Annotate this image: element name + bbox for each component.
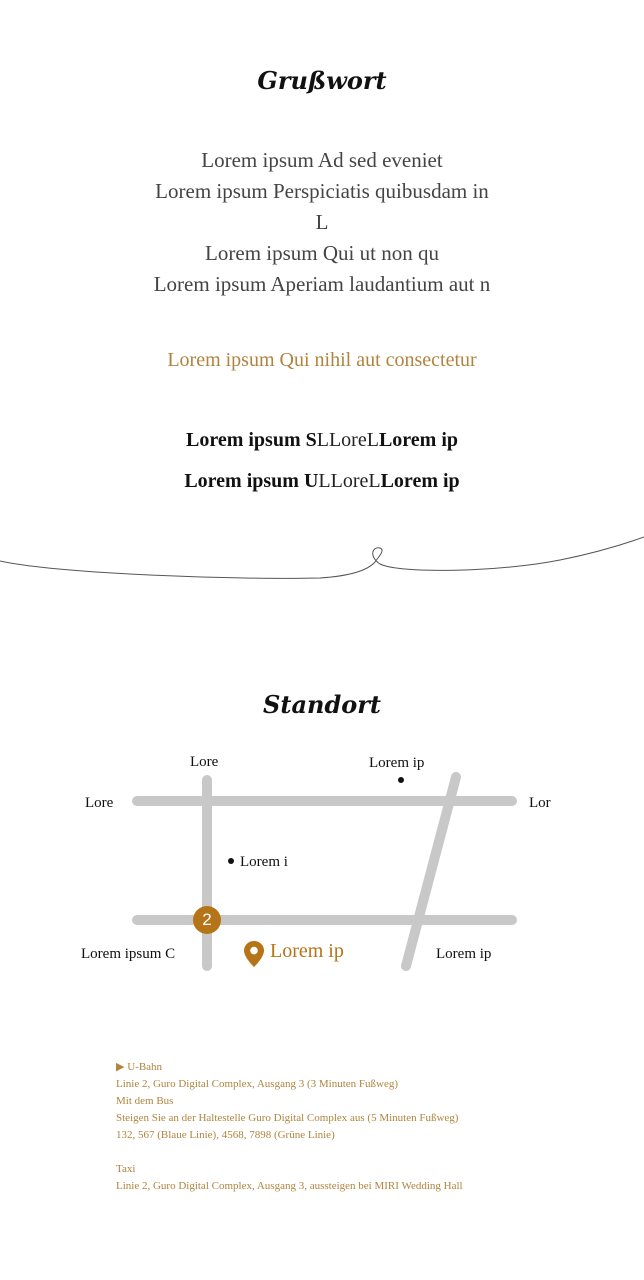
divider-line <box>0 530 644 590</box>
map-label-bottom-left: Lorem ipsum C <box>81 946 176 962</box>
location-pin-icon <box>244 941 264 967</box>
bus-lines: 132, 567 (Blaue Linie), 4568, 7898 (Grüne Linie) <box>116 1129 335 1141</box>
map-label-left-road: Lore <box>85 795 114 811</box>
poi-dot <box>398 777 404 783</box>
greeting-highlight: Lorem ipsum Qui nihil aut consectetur <box>167 349 477 371</box>
greeting-line: Lorem ipsum Ad sed eveniet <box>201 148 443 172</box>
greeting-line: L <box>315 210 329 234</box>
greeting-title: Grußwort <box>257 66 387 95</box>
map-label-top-street: Lore <box>190 754 219 770</box>
couple-names-2 <box>0 470 644 493</box>
transport-info <box>116 1059 463 1195</box>
name-suffix: Lorem ip <box>378 429 459 451</box>
taxi-detail: Linie 2, Guro Digital Complex, Ausgang 3, aussteigen bei MIRI Wedding Hall <box>116 1180 463 1192</box>
subway-line-badge: 2 <box>193 906 221 934</box>
spacer <box>116 1144 463 1161</box>
map-label-center-poi: Lorem i <box>240 854 288 870</box>
greeting-line: Lorem ipsum Aperiam laudantium aut n <box>153 272 491 296</box>
subway-detail: Linie 2, Guro Digital Complex, Ausgang 3 (3 Minuten Fußweg) <box>116 1078 398 1090</box>
name-prefix: Lorem ipsum U <box>184 470 319 492</box>
poi-dot <box>228 858 234 864</box>
name-middle: LLoreL <box>316 429 379 451</box>
couple-names-1 <box>0 429 644 452</box>
map-label-top-poi: Lorem ip <box>369 755 425 771</box>
map-label-right-road: Lor <box>529 795 551 811</box>
venue-label: Lorem ip <box>270 940 344 962</box>
name-suffix: Lorem ip <box>380 470 460 492</box>
taxi-heading: Taxi <box>116 1163 136 1175</box>
location-title: Standort <box>263 690 381 719</box>
greeting-text <box>0 145 644 300</box>
greeting-line: Lorem ipsum Qui ut non qu <box>205 241 439 265</box>
bus-heading: Mit dem Bus <box>116 1095 174 1107</box>
name-prefix: Lorem ipsum S <box>185 429 317 451</box>
name-middle: LLoreL <box>318 470 381 492</box>
location-map[interactable] <box>0 740 644 990</box>
greeting-line: Lorem ipsum Perspiciatis quibusdam in <box>155 179 489 203</box>
subway-heading: ▶ U-Bahn <box>116 1061 163 1073</box>
bus-detail: Steigen Sie an der Haltestelle Guro Digital Complex aus (5 Minuten Fußweg) <box>116 1112 459 1124</box>
map-label-bottom-right: Lorem ip <box>436 946 492 962</box>
